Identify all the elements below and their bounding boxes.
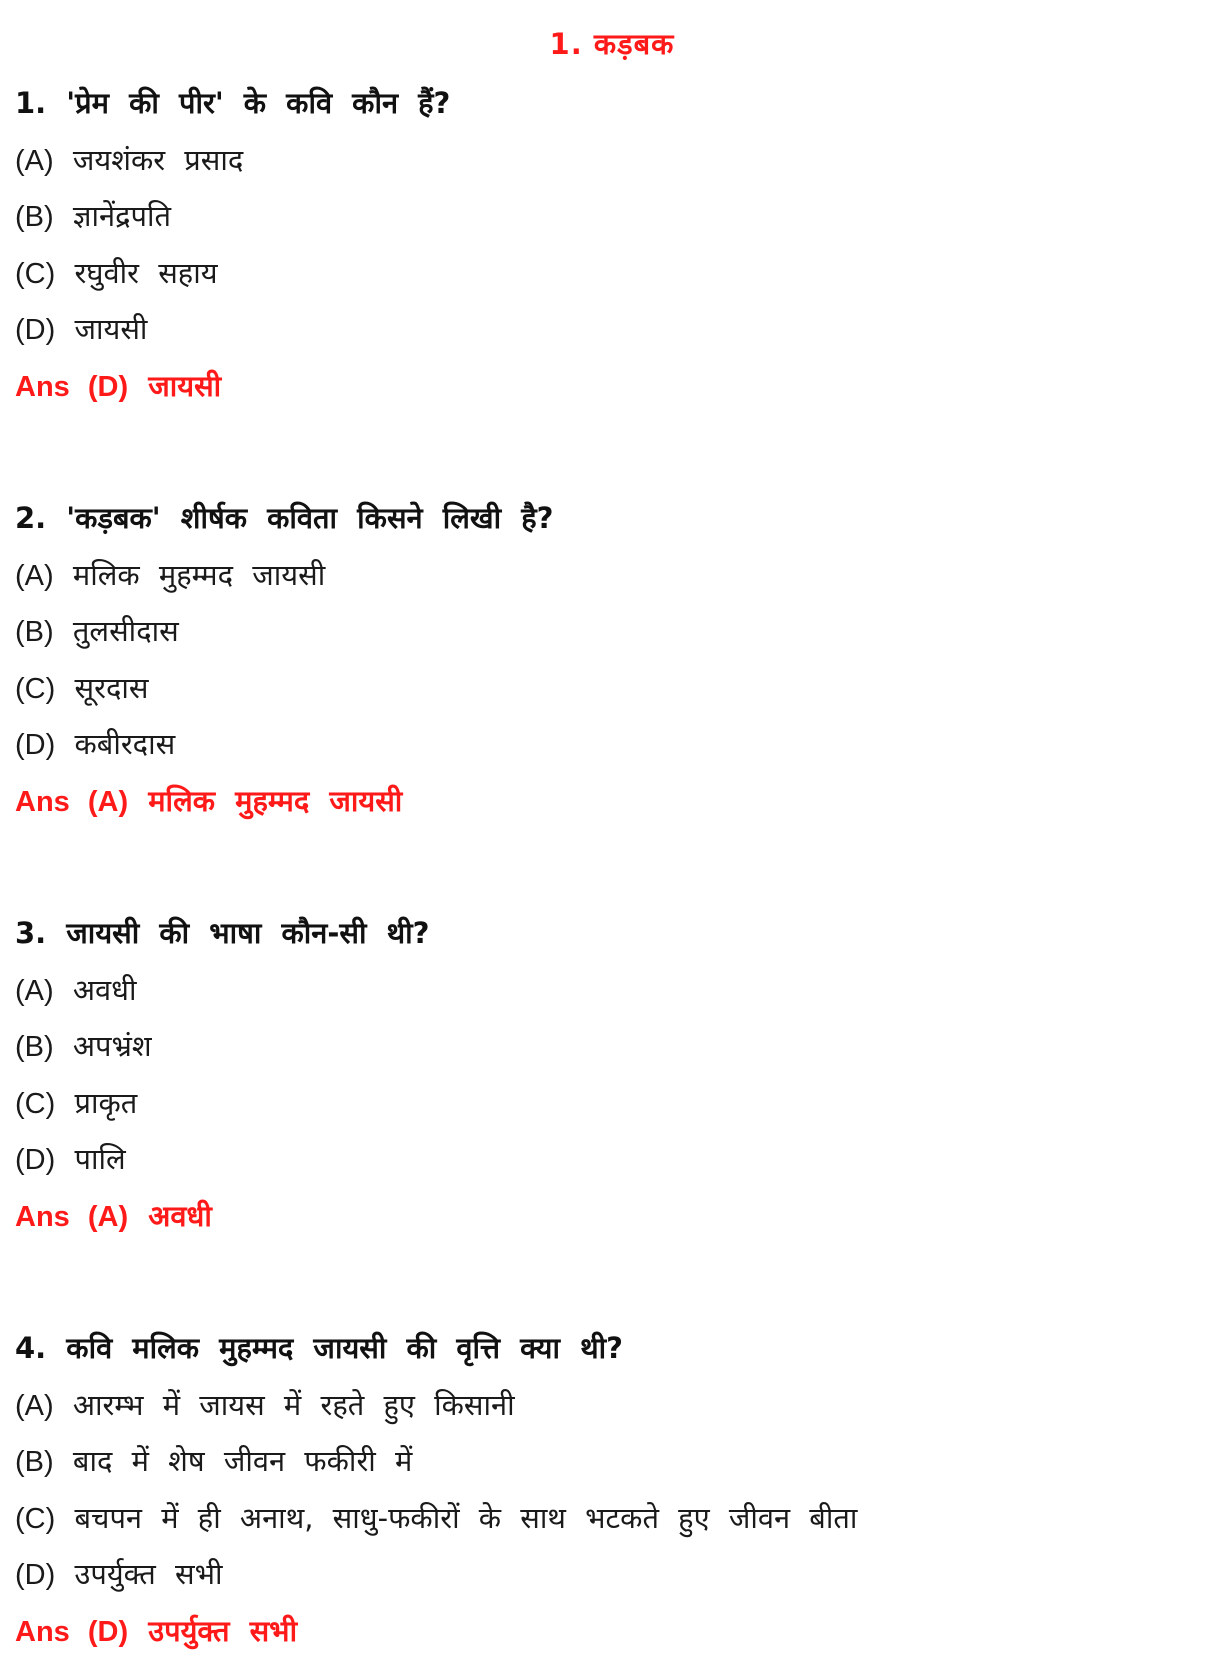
option-text: उपर्युक्त सभी <box>74 1557 222 1591</box>
option-key: (D) <box>15 1144 55 1176</box>
option-text: जयशंकर प्रसाद <box>73 143 243 177</box>
answer-line <box>15 1191 1205 1248</box>
question-block <box>15 908 1205 1247</box>
question-block <box>15 1323 1205 1662</box>
question-list <box>15 78 1205 1662</box>
option-key: (A) <box>15 145 54 177</box>
option-key: (C) <box>15 673 55 705</box>
option-key: (B) <box>15 616 54 648</box>
option-text: अपभ्रंश <box>73 1029 152 1063</box>
question-text: 3. जायसी की भाषा कौन-सी थी? <box>15 908 1205 965</box>
option-text: रघुवीर सहाय <box>74 256 217 290</box>
option-key: (B) <box>15 201 54 233</box>
option-text: ज्ञानेंद्रपति <box>73 199 171 233</box>
option-a <box>15 965 1205 1022</box>
option-text: जायसी <box>74 312 147 346</box>
answer-line <box>15 1606 1205 1662</box>
option-b <box>15 606 1205 663</box>
option-d <box>15 1134 1205 1191</box>
option-key: (C) <box>15 1088 55 1120</box>
option-a <box>15 550 1205 607</box>
question-block <box>15 78 1205 417</box>
option-d <box>15 719 1205 776</box>
answer-key: Ans (A) <box>15 786 128 818</box>
option-text: पालि <box>74 1142 125 1176</box>
option-c <box>15 663 1205 720</box>
option-text: सूरदास <box>74 671 148 705</box>
option-a <box>15 1380 1205 1437</box>
option-key: (D) <box>15 314 55 346</box>
question-text: 1. 'प्रेम की पीर' के कवि कौन हैं? <box>15 78 1205 135</box>
option-b <box>15 1436 1205 1493</box>
option-key: (B) <box>15 1446 54 1478</box>
option-key: (A) <box>15 975 54 1007</box>
question-block <box>15 493 1205 832</box>
question-text: 2. 'कड़बक' शीर्षक कविता किसने लिखी है? <box>15 493 1205 550</box>
answer-key: Ans (A) <box>15 1201 128 1233</box>
answer-text: अवधी <box>148 1199 212 1233</box>
option-text: आरम्भ में जायस में रहते हुए किसानी <box>73 1388 515 1422</box>
option-b <box>15 191 1205 248</box>
answer-line <box>15 361 1205 418</box>
answer-key: Ans (D) <box>15 1616 128 1648</box>
option-key: (B) <box>15 1031 54 1063</box>
option-text: बाद में शेष जीवन फकीरी में <box>73 1444 413 1478</box>
option-key: (C) <box>15 258 55 290</box>
option-b <box>15 1021 1205 1078</box>
option-key: (A) <box>15 560 54 592</box>
option-c <box>15 1493 1205 1550</box>
option-d <box>15 304 1205 361</box>
option-key: (D) <box>15 1559 55 1591</box>
answer-line <box>15 776 1205 833</box>
option-text: मलिक मुहम्मद जायसी <box>73 558 325 592</box>
option-text: कबीरदास <box>74 727 175 761</box>
chapter-title: 1. कड़बक <box>0 24 1224 63</box>
option-d <box>15 1549 1205 1606</box>
answer-text: जायसी <box>148 369 221 403</box>
option-c <box>15 248 1205 305</box>
option-text: प्राकृत <box>74 1086 137 1120</box>
answer-text: उपर्युक्त सभी <box>148 1614 297 1648</box>
answer-key: Ans (D) <box>15 371 128 403</box>
option-key: (D) <box>15 729 55 761</box>
question-text: 4. कवि मलिक मुहम्मद जायसी की वृत्ति क्या थी? <box>15 1323 1205 1380</box>
option-text: बचपन में ही अनाथ, साधु-फकीरों के साथ भटकते हुए जीवन बीता <box>74 1501 857 1535</box>
option-text: अवधी <box>73 973 137 1007</box>
option-text: तुलसीदास <box>73 614 179 648</box>
option-c <box>15 1078 1205 1135</box>
option-key: (A) <box>15 1390 54 1422</box>
option-a <box>15 135 1205 192</box>
option-key: (C) <box>15 1503 55 1535</box>
answer-text: मलिक मुहम्मद जायसी <box>148 784 402 818</box>
